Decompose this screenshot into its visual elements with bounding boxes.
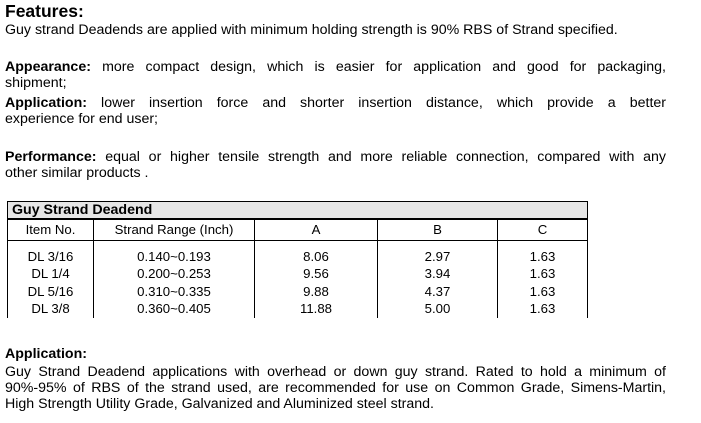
- performance-paragraph: [5, 149, 666, 181]
- performance-line-1: [5, 149, 666, 165]
- table-cell: 1.63: [529, 249, 556, 264]
- table-cell: 0.200~0.253: [137, 266, 211, 281]
- appearance-line-1: [5, 59, 666, 75]
- application-line-3: High Strength Utility Grade, Galvanized and Aluminized steel strand.: [5, 396, 434, 412]
- table-header-cell: A: [311, 222, 321, 237]
- table-title-row: [7, 201, 588, 219]
- application-line-2: 90%-95% of RBS of the strand used, are recommended for use on Common Grade, Simens-Martin,: [5, 380, 666, 396]
- table-cell: 1.63: [529, 266, 556, 281]
- application-heading: Application:: [5, 346, 87, 362]
- table-cell: 0.360~0.405: [137, 301, 211, 316]
- table-header-cell: B: [433, 222, 442, 237]
- features-heading: Features:: [5, 1, 84, 21]
- application-short-paragraph: [5, 95, 666, 127]
- table-cell: DL 3/16: [27, 249, 74, 264]
- application-short-label: Application:: [5, 95, 87, 111]
- table-cell: 0.140~0.193: [137, 249, 211, 264]
- application-short-text-2: experience for end user;: [5, 111, 159, 127]
- table-header-bottom-line: [7, 240, 588, 241]
- table-cell: 9.88: [303, 284, 329, 299]
- appearance-paragraph: [5, 59, 666, 91]
- table-cell: 3.94: [424, 266, 451, 281]
- appearance-text-1: more compact design, which is easier for application and good for packaging,: [102, 59, 666, 75]
- table-cell: 0.310~0.335: [137, 284, 211, 299]
- table-cell: DL 5/16: [27, 284, 74, 299]
- table-cell: DL 1/4: [31, 266, 70, 281]
- table-header-cell: Item No.: [25, 222, 76, 237]
- table-header-cell: C: [537, 222, 548, 237]
- table-cell: 11.88: [299, 301, 333, 316]
- table-cell: DL 3/8: [31, 301, 70, 316]
- table-border-right: [587, 219, 588, 318]
- table-header-top-line: [7, 219, 588, 220]
- appearance-label: Appearance:: [5, 59, 91, 75]
- table-title: Guy Strand Deadend: [12, 202, 153, 218]
- table-cell: 9.56: [303, 266, 329, 281]
- performance-text-1: equal or higher tensile strength and more reliable connection, compared with any: [105, 149, 666, 165]
- table-cell: 4.37: [424, 284, 451, 299]
- appearance-text-2: shipment;: [5, 75, 67, 91]
- application-short-line-1: [5, 95, 666, 111]
- table-header-cell: Strand Range (Inch): [114, 222, 234, 237]
- table-cell: 8.06: [303, 249, 329, 264]
- performance-text-2: other similar products .: [5, 165, 149, 181]
- application-paragraph: [5, 364, 666, 412]
- table-cell: 2.97: [424, 249, 451, 264]
- table-cell: 5.00: [424, 301, 451, 316]
- table-cell: 1.63: [529, 284, 556, 299]
- application-short-text-1: lower insertion force and shorter insertion distance, which provide a better: [101, 95, 666, 111]
- table-cell: 1.63: [529, 301, 556, 316]
- guy-strand-deadend-table: [7, 201, 589, 318]
- features-text: Guy strand Deadends are applied with minimum holding strength is 90% RBS of Strand specified.: [5, 22, 618, 38]
- performance-label: Performance:: [5, 149, 97, 165]
- application-line-1: Guy Strand Deadend applications with overhead or down guy strand. Rated to hold a minimum of: [5, 364, 666, 380]
